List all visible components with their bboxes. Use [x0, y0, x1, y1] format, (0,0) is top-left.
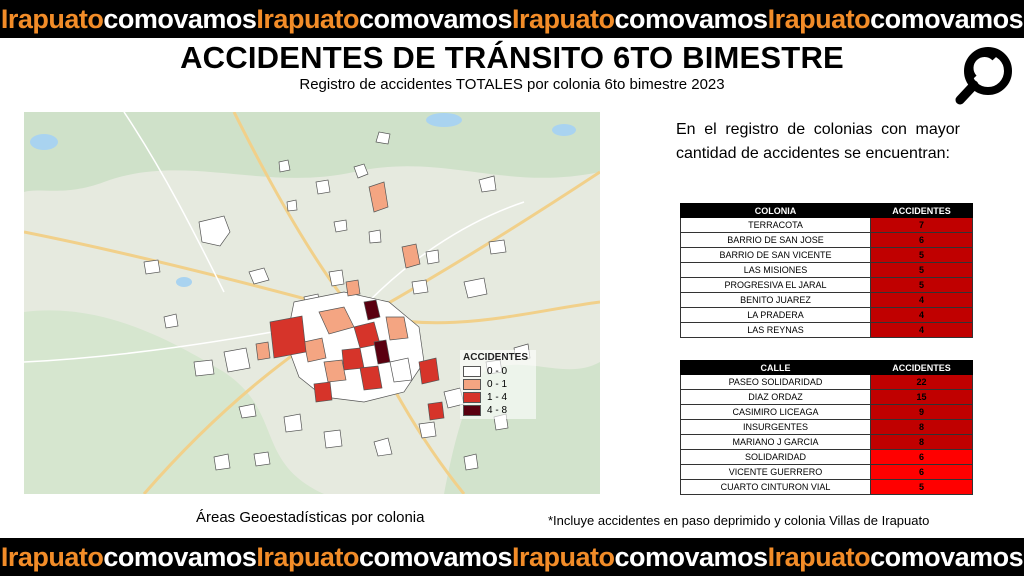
colonia-name: TERRACOTA: [681, 218, 871, 233]
calle-name: INSURGENTES: [681, 420, 871, 435]
brand-segment: Irapuato: [256, 541, 359, 572]
calle-name: PASEO SOLIDARIDAD: [681, 375, 871, 390]
page-subtitle: Registro de accidentes TOTALES por colonia 6to bimestre 2023: [299, 76, 725, 93]
brand-segment: comovamos: [614, 3, 768, 34]
brand-segment: Irapuato: [256, 3, 359, 34]
legend-item: [463, 378, 533, 391]
accidentes-value: 8: [871, 420, 973, 435]
calles-table: [680, 360, 973, 495]
accidentes-value: 7: [871, 218, 973, 233]
accidentes-value: 22: [871, 375, 973, 390]
brand-segment: comovamos: [614, 541, 768, 572]
colonia-name: BARRIO DE SAN VICENTE: [681, 248, 871, 263]
top-brand-banner: [0, 0, 1024, 38]
accidentes-value: 5: [871, 480, 973, 495]
table-row: [681, 420, 973, 435]
legend-swatch: [463, 379, 481, 390]
table-row: [681, 248, 973, 263]
brand-segment: Irapuato: [767, 541, 871, 572]
colonia-name: LAS MISIONES: [681, 263, 871, 278]
intro-text: En el registro de colonias con mayor cantidad de accidentes se encuentran:: [676, 121, 960, 162]
brand-segment: Irapuato: [0, 541, 104, 572]
brand-segment: comovamos: [358, 541, 512, 572]
legend-item: [463, 391, 533, 404]
brand-segment: Irapuato: [512, 3, 615, 34]
calle-name: CASIMIRO LICEAGA: [681, 405, 871, 420]
column-header-accidentes: ACCIDENTES: [871, 204, 973, 218]
table-row: [681, 308, 973, 323]
column-header-accidentes: ACCIDENTES: [871, 361, 973, 375]
column-header-colonia: COLONIA: [681, 204, 871, 218]
table-row: [681, 480, 973, 495]
brand-segment: comovamos: [870, 541, 1024, 572]
table-header-row: [681, 361, 973, 375]
brand-text: [1, 4, 1023, 35]
accidentes-value: 9: [871, 405, 973, 420]
colonia-name: LA PRADERA: [681, 308, 871, 323]
table-row: [681, 450, 973, 465]
table-row: [681, 278, 973, 293]
calle-name: VICENTE GUERRERO: [681, 465, 871, 480]
colonia-name: PROGRESIVA EL JARAL: [681, 278, 871, 293]
accidentes-value: 4: [871, 308, 973, 323]
legend-label: 0 - 0: [487, 366, 508, 377]
legend-swatch: [463, 392, 481, 403]
accidentes-value: 4: [871, 293, 973, 308]
colonia-name: LAS REYNAS: [681, 323, 871, 338]
brand-segment: Irapuato: [0, 3, 104, 34]
table-header-row: [681, 204, 973, 218]
table-row: [681, 465, 973, 480]
accidentes-value: 5: [871, 263, 973, 278]
page-title: ACCIDENTES DE TRÁNSITO 6TO BIMESTRE: [180, 40, 844, 75]
legend-title: ACCIDENTES: [463, 352, 529, 363]
table-row: [681, 375, 973, 390]
accidentes-value: 4: [871, 323, 973, 338]
table-row: [681, 233, 973, 248]
calle-name: MARIANO J GARCIA: [681, 435, 871, 450]
map-canvas: [24, 112, 600, 494]
bottom-brand-banner: [0, 538, 1024, 576]
accidentes-value: 8: [871, 435, 973, 450]
legend-item: [463, 365, 533, 378]
colonias-choropleth-map: [24, 112, 600, 494]
table-row: [681, 435, 973, 450]
accidentes-value: 5: [871, 278, 973, 293]
column-header-calle: CALLE: [681, 361, 871, 375]
legend-swatch: [463, 405, 481, 416]
accidentes-value: 6: [871, 465, 973, 480]
accidentes-value: 6: [871, 233, 973, 248]
table-row: [681, 323, 973, 338]
legend-label: 4 - 8: [487, 405, 508, 416]
search-magnifier-logo-icon: [954, 44, 1016, 106]
map-caption: Áreas Geoestadísticas por colonia: [196, 509, 425, 526]
brand-segment: Irapuato: [512, 541, 615, 572]
calle-name: CUARTO CINTURON VIAL: [681, 480, 871, 495]
brand-segment: Irapuato: [767, 3, 871, 34]
colonia-name: BARRIO DE SAN JOSE: [681, 233, 871, 248]
legend-swatch: [463, 366, 481, 377]
table-row: [681, 218, 973, 233]
colonia-name: BENITO JUAREZ: [681, 293, 871, 308]
calle-name: DIAZ ORDAZ: [681, 390, 871, 405]
accidentes-value: 6: [871, 450, 973, 465]
footnote: *Incluye accidentes en paso deprimido y colonia Villas de Irapuato: [548, 513, 930, 528]
legend-label: 1 - 4: [487, 392, 508, 403]
table-row: [681, 405, 973, 420]
brand-segment: comovamos: [103, 541, 257, 572]
accidentes-value: 5: [871, 248, 973, 263]
brand-segment: comovamos: [358, 3, 512, 34]
table-row: [681, 390, 973, 405]
calle-name: SOLIDARIDAD: [681, 450, 871, 465]
map-legend: [460, 350, 536, 419]
colonias-table: [680, 203, 973, 338]
table-row: [681, 293, 973, 308]
legend-item: [463, 404, 533, 417]
brand-segment: comovamos: [870, 3, 1024, 34]
accidentes-value: 15: [871, 390, 973, 405]
table-row: [681, 263, 973, 278]
legend-label: 0 - 1: [487, 379, 508, 390]
brand-segment: comovamos: [103, 3, 257, 34]
brand-text: [1, 542, 1023, 573]
